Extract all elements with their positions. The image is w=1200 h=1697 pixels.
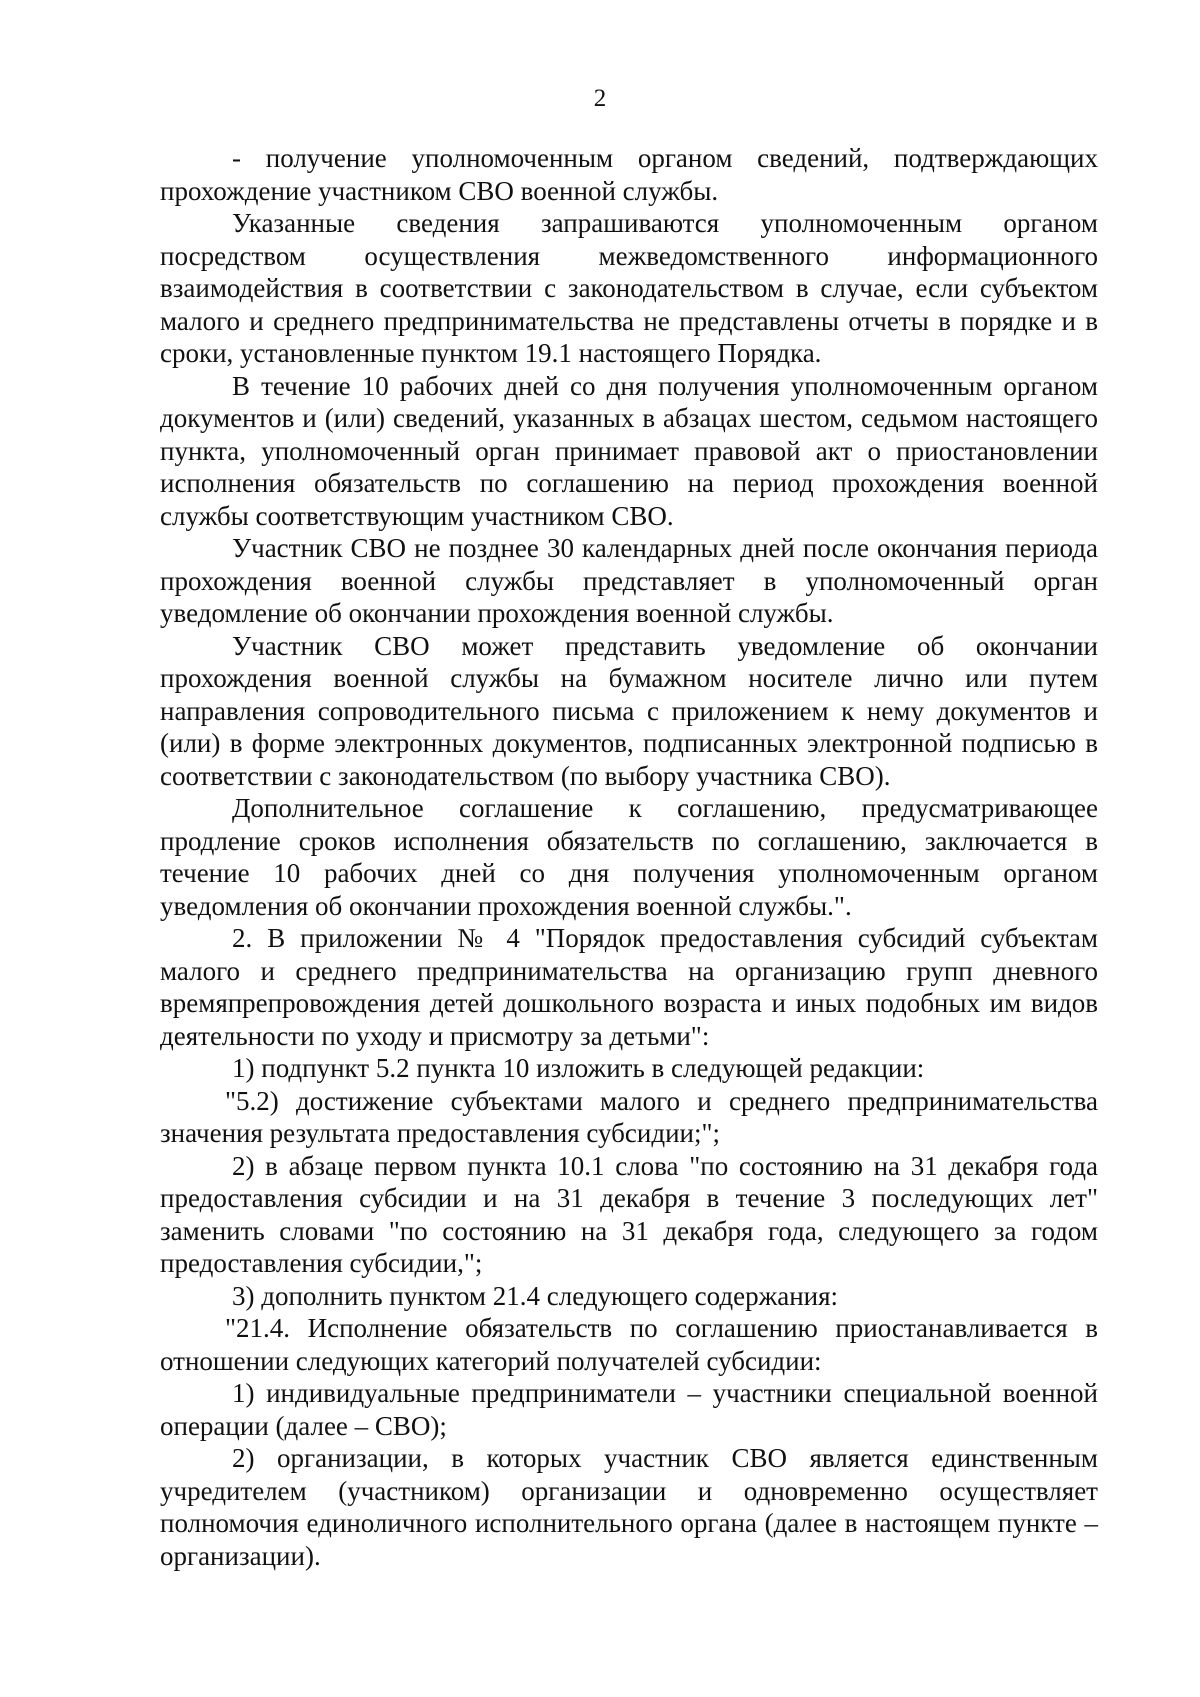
paragraph: 1) подпункт 5.2 пункта 10 изложить в следующей редакции: — [232, 1053, 925, 1083]
paragraph: В течение 10 рабочих дней со дня получения уполномоченным органом документов и (или) сведений, указанных в абзацах шестом, седьмом настоящего пункта, уполномоченный орган принимает правовой акт о приостановлении исполнения обязательств по соглашению на период прохождения военной службы соответствующим участником СВО. — [160, 370, 1098, 531]
paragraph: 2) организации, в которых участник СВО является единственным учредителем (участником) организации и одновременно осуществляет полномочия единоличного исполнительного органа (далее в настоящем пункте – организации). — [160, 1443, 1098, 1571]
paragraph: - получение уполномоченным органом сведений, подтверждающих прохождение участником СВО военной службы. — [160, 143, 1098, 206]
paragraph: 2) в абзаце первом пункта 10.1 слова "по состоянию на 31 декабря года предоставления субсидии и на 31 декабря в течение 3 последующих лет" заменить словами "по состоянию на 31 декабря года, следующего за годом предоставления субсидии,"; — [160, 1150, 1098, 1278]
paragraph: Указанные сведения запрашиваются уполномоченным органом посредством осуществления межведомственного информационного взаимодействия в соответствии с законодательством в случае, если субъектом малого и среднего предпринимательства не представлены отчеты в порядке и в сроки, установленные пунктом 19.1 настоящего Порядка. — [160, 208, 1098, 368]
paragraph: 1) индивидуальные предприниматели – участники специальной военной операции (далее – СВО); — [160, 1378, 1098, 1441]
paragraph: 3) дополнить пунктом 21.4 следующего содержания: — [232, 1280, 839, 1311]
page-number: 2 — [593, 85, 607, 112]
paragraph: 2. В приложении № 4 "Порядок предоставления субсидий субъектам малого и среднего предпринимательства на организацию групп дневного времяпрепровождения детей дошкольного возраста и иных подобных им видов деятельности по уходу и присмотру за детьми": — [160, 923, 1098, 1051]
paragraph: "21.4. Исполнение обязательств по соглашению приостанавливается в отношении следующих категорий получателей субсидии: — [160, 1313, 1098, 1376]
paragraph: "5.2) достижение субъектами малого и среднего предпринимательства значения результата предоставления субсидии;"; — [160, 1085, 1098, 1148]
paragraph: Дополнительное соглашение к соглашению, предусматривающее продление сроков исполнения обязательств по соглашению, заключается в течение 10 рабочих дней со дня получения уполномоченным органом уведомления об окончании прохождения военной службы.". — [160, 793, 1098, 921]
paragraph: Участник СВО не позднее 30 календарных дней после окончания периода прохождения военной службы представляет в уполномоченный орган уведомление об окончании прохождения военной службы. — [160, 533, 1098, 628]
paragraph: Участник СВО может представить уведомление об окончании прохождения военной службы на бумажном носителе лично или путем направления сопроводительного письма с приложением к нему документов и (или) в форме электронных документов, подписанных электронной подписью в соответствии с законодательством (по выбору участника СВО). — [160, 630, 1098, 791]
document-body — [160, 142, 1098, 1572]
